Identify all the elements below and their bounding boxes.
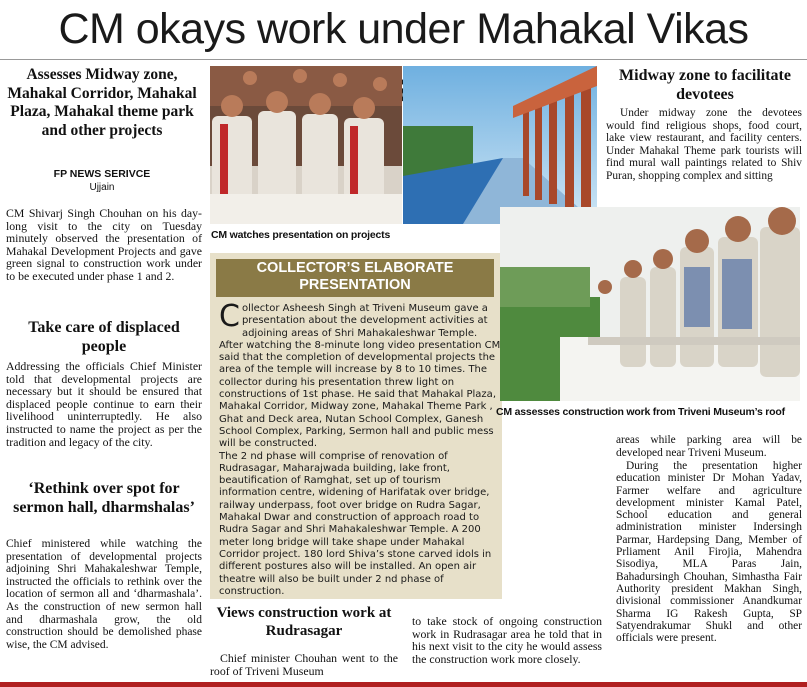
views-para-cont: to take stock of ongoing construction work in Rudrasagar area he told that in his next visit to the city he would assess the construction work more closely. <box>412 614 602 666</box>
views-para: Chief minister Chouhan went to the roof of Triveni Museum <box>210 651 398 678</box>
photo2-caption: CM assesses construction work from Triveni Museum’s roof <box>496 406 785 418</box>
col1-para2: Addressing the officials Chief Minister told that developmental projects are necessary but it should be ensured that displaced people continue to earn their livelihood uninterruptedly. He also instructed to name the project as per the tradition and legacy of the city. <box>6 359 202 449</box>
bottom-red-bar <box>0 682 807 687</box>
photo-rooftop-inspection <box>500 207 800 401</box>
byline-place: Ujjain <box>89 182 115 193</box>
collector-box-text <box>219 299 501 598</box>
collector-para1: ollector Asheesh Singh at Triveni Museum gave a presentation about the development activities at adjoining areas of Shri Mahakaleshwar Temple. After watching the 8-minute long video presentation CM said that the completion of developmental projects the area of the temple will increase by 8 to 10 times. The collector during his presentation threw light on constructions of 1st phase. He said that Mahakal Plaza, Mahakal Corridor, Midway zone, Mahakal Theme Park , Ghat and Deck area, Nutan School Complex, Ganesh School Complex, Parking, Sermon hall and public mess will be constructed. <box>219 303 501 450</box>
drop-cap: C <box>219 299 240 334</box>
kicker: Assesses Midway zone, Mahakal Corridor, Mahakal Plaza, Mahakal theme park and other projects <box>7 66 197 139</box>
subhead-displaced: Take care of displaced people <box>28 319 180 355</box>
col1-para1: CM Shivarj Singh Chouhan on his day-long visit to the city on Tuesday minutely observed the presentation of Mahakal Development Projects and gave green signal to construction work under to be executed under phase 1 and 2. <box>6 206 202 283</box>
photo-corridor-render <box>403 66 597 224</box>
photo-officials-watching <box>210 66 402 224</box>
photo1-caption: CM watches presentation on projects <box>211 229 391 241</box>
subhead-views: Views construction work at Rudrasagar <box>216 605 392 639</box>
collector-box-heading: COLLECTOR’S ELABORATE PRESENTATION <box>216 259 494 297</box>
right-para3: During the presentation higher education minister Dr Mohan Yadav, Farmer welfare and agriculture development minister Kamal Patel, School education and general administration minister Indersingh Parmar, Hardepsing Dang, Member of Prliament Anil Firojia, Mahendra Sisodiya, MLA Paras Jain, Bahadursingh Chouhan, Simhastha Fair Authority president Makhan Singh, divisional commissioner Anandkumar Sharma IG Rakesh Gupta, SP Satyendrakumar Shukl and other officials were present. <box>616 460 802 645</box>
col1-para3: Chief ministered while watching the presentation of developmental projects adjoining Shri Mahakaleshwar Temple, instructed the officials to rethink over the location of sermon all and ‘dharmashala’. As the construction of new sermon hall and dharmashala grow, the old construction should be demolished phase wise, the CM advised. <box>6 538 202 651</box>
byline <box>4 168 200 194</box>
headline: CM okays work under Mahakal Vikas <box>58 5 749 53</box>
collector-para2: The 2 nd phase will comprise of renovation of Rudrasagar, Maharajwada building, lake front, beautification of Ramghat, set up of tourism information centre, widening of Harifatak over bridge, railway underpass, foot over bridge on Rudra Sagar, Mahakal Dwar and construction of approach road to Rudra Sagar and Shri Mahakaleshwar Temple. A 200 meter long bridge will take shape under Mahakal Corridor project. 180 lord Shiva’s stone carved idols in different postures also will be installed. An open air theatre will also be built under 2 nd phase of construction. <box>219 450 492 597</box>
subhead-midway: Midway zone to facilitate devotees <box>619 67 791 103</box>
divider <box>0 59 807 60</box>
byline-agency: FP NEWS SERIVCE <box>53 168 151 180</box>
right-para2: areas while parking area will be developed near Triveni Museum. <box>616 434 802 459</box>
right-para1: Under midway zone the devotees would find religious shops, food court, lake view restaurant, and facility centers. Under Mahakal Theme park tourists will find mural wall paintings related to Shiv Puran, shopping complex and sitting <box>606 107 802 182</box>
subhead-rethink: ‘Rethink over spot for sermon hall, dharmshalas’ <box>13 480 195 516</box>
